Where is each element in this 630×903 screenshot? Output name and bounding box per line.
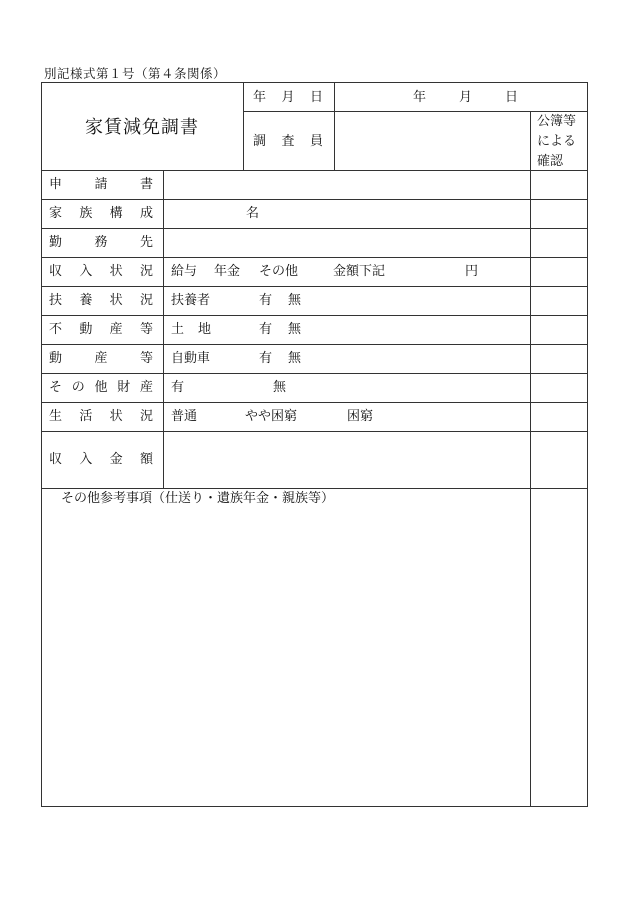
option-no[interactable]: 無 [288,351,302,366]
row-label-other-assets: そ の 他 財 産 [49,380,153,395]
row-line [41,286,588,287]
row-label-family: 家 族 構 成 [49,206,153,221]
row-label-movable-property: 動 産 等 [49,351,153,366]
frame-bottom-line [41,806,588,807]
dependents-label: 扶養者 [171,293,211,308]
month-label: 月 [458,90,472,105]
row-line [41,344,588,345]
income-amount-field[interactable] [164,432,530,488]
row-label-application: 申 請 書 [49,177,153,192]
option-no[interactable]: 無 [288,322,302,337]
car-label: 自動車 [171,351,211,366]
entry-date-field[interactable] [335,83,587,111]
frame-right-line [587,82,588,807]
family-count-unit: 名 [246,206,260,221]
family-count-field[interactable] [164,200,244,228]
option-yes[interactable]: 有 [259,351,273,366]
row-label-workplace: 勤 務 先 [49,235,153,250]
land-label-part2: 地 [198,322,212,337]
form-title: 家賃減免調書 [85,117,199,138]
year-label: 年 [253,90,267,105]
confirm-column-line [530,111,531,807]
reduction-survey-form [41,82,588,807]
option-hardship[interactable]: 困窮 [347,409,374,424]
form-reference-note: 別記様式第１号（第４条関係） [44,66,227,81]
row-label-income-status: 収 入 状 況 [49,264,153,279]
option-normal[interactable]: 普通 [171,409,198,424]
amount-below-label: 金額下記 [333,264,386,279]
yen-unit: 円 [465,264,479,279]
option-somewhat-hardship[interactable]: やや困窮 [245,409,298,424]
option-other[interactable]: その他 [259,264,299,279]
option-yes[interactable]: 有 [259,293,273,308]
remarks-field[interactable] [42,510,530,806]
day-label: 日 [504,90,518,105]
day-label: 日 [309,90,323,105]
row-label-living-conditions: 生 活 状 況 [49,409,153,424]
row-line [41,402,588,403]
remarks-label: その他参考事項（仕送り・遺族年金・親族等） [61,491,335,506]
row-line [41,315,588,316]
option-pension[interactable]: 年金 [214,264,241,279]
row-label-dependents: 扶 養 状 況 [49,293,153,308]
title-divider-line [243,82,244,170]
application-field[interactable] [164,171,530,199]
row-label-income-amount: 収 入 金 額 [49,452,153,467]
investigator-field[interactable] [335,112,530,170]
option-no[interactable]: 無 [288,293,302,308]
survey-date [253,91,323,104]
land-label-part1: 土 [171,322,185,337]
row-label-real-estate: 不 動 産 等 [49,322,153,337]
option-yes[interactable]: 有 [171,380,185,395]
row-line [41,488,588,489]
row-line [41,373,588,374]
workplace-field[interactable] [164,229,530,257]
option-yes[interactable]: 有 [259,322,273,337]
row-line [41,199,588,200]
option-salary[interactable]: 給与 [171,264,198,279]
row-line [41,257,588,258]
year-label: 年 [413,90,427,105]
option-no[interactable]: 無 [273,380,287,395]
official-register-confirm-heading: 公簿等 による 確認 [537,114,577,169]
month-label: 月 [281,90,295,105]
investigator-label: 調 査 員 [253,134,323,149]
